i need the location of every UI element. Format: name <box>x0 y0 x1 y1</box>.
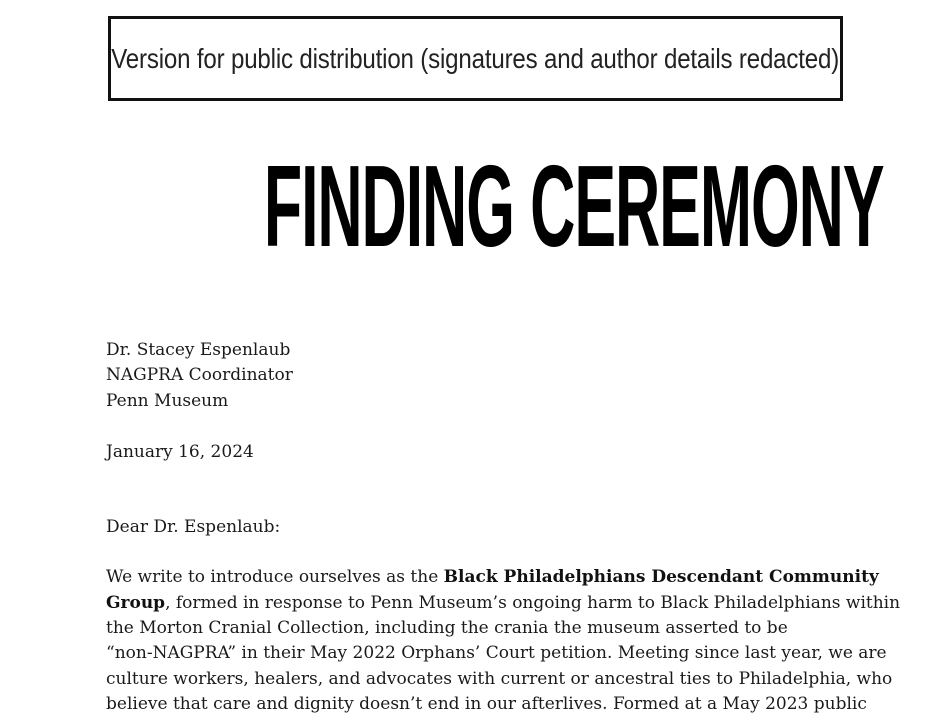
paragraph-line-2 <box>106 591 901 616</box>
intro-text: We write to introduce ourselves as the <box>106 567 444 588</box>
redaction-notice-banner <box>108 16 843 101</box>
recipient-address <box>106 338 846 414</box>
paragraph-line-3: the Morton Cranial Collection, including the crania the museum asserted to be <box>106 618 788 639</box>
letter-date: January 16, 2024 <box>106 441 254 462</box>
redaction-notice-text: Version for public distribution (signatures and author details redacted) <box>111 42 840 74</box>
paragraph-line-5: culture workers, healers, and advocates with current or ancestral ties to Philadelphia, who <box>106 668 893 689</box>
recipient-name: Dr. Stacey Espenlaub <box>106 340 291 360</box>
paragraph-line-6: believe that care and dignity doesn’t end in our afterlives. Formed at a May 2023 public <box>106 693 867 714</box>
salutation: Dear Dr. Espenlaub: <box>106 517 281 538</box>
letter-body <box>106 338 901 717</box>
group-name-part-2: Group <box>106 592 166 613</box>
letterhead-title <box>0 141 942 271</box>
recipient-organization: Penn Museum <box>106 390 229 411</box>
line-2-text: , formed in response to Penn Museum’s ongoing harm to Black Philadelphians within <box>165 592 901 613</box>
group-name-part-1: Black Philadelphians Descendant Community <box>443 567 879 588</box>
recipient-role: NAGPRA Coordinator <box>106 365 293 386</box>
paragraph-line-4: “non-NAGPRA” in their May 2022 Orphans’ Court petition. Meeting since last year, we are <box>106 643 887 664</box>
letterhead-title-text: FINDING CEREMONY <box>263 141 884 271</box>
intro-paragraph <box>106 565 901 717</box>
paragraph-line-1 <box>106 565 879 590</box>
